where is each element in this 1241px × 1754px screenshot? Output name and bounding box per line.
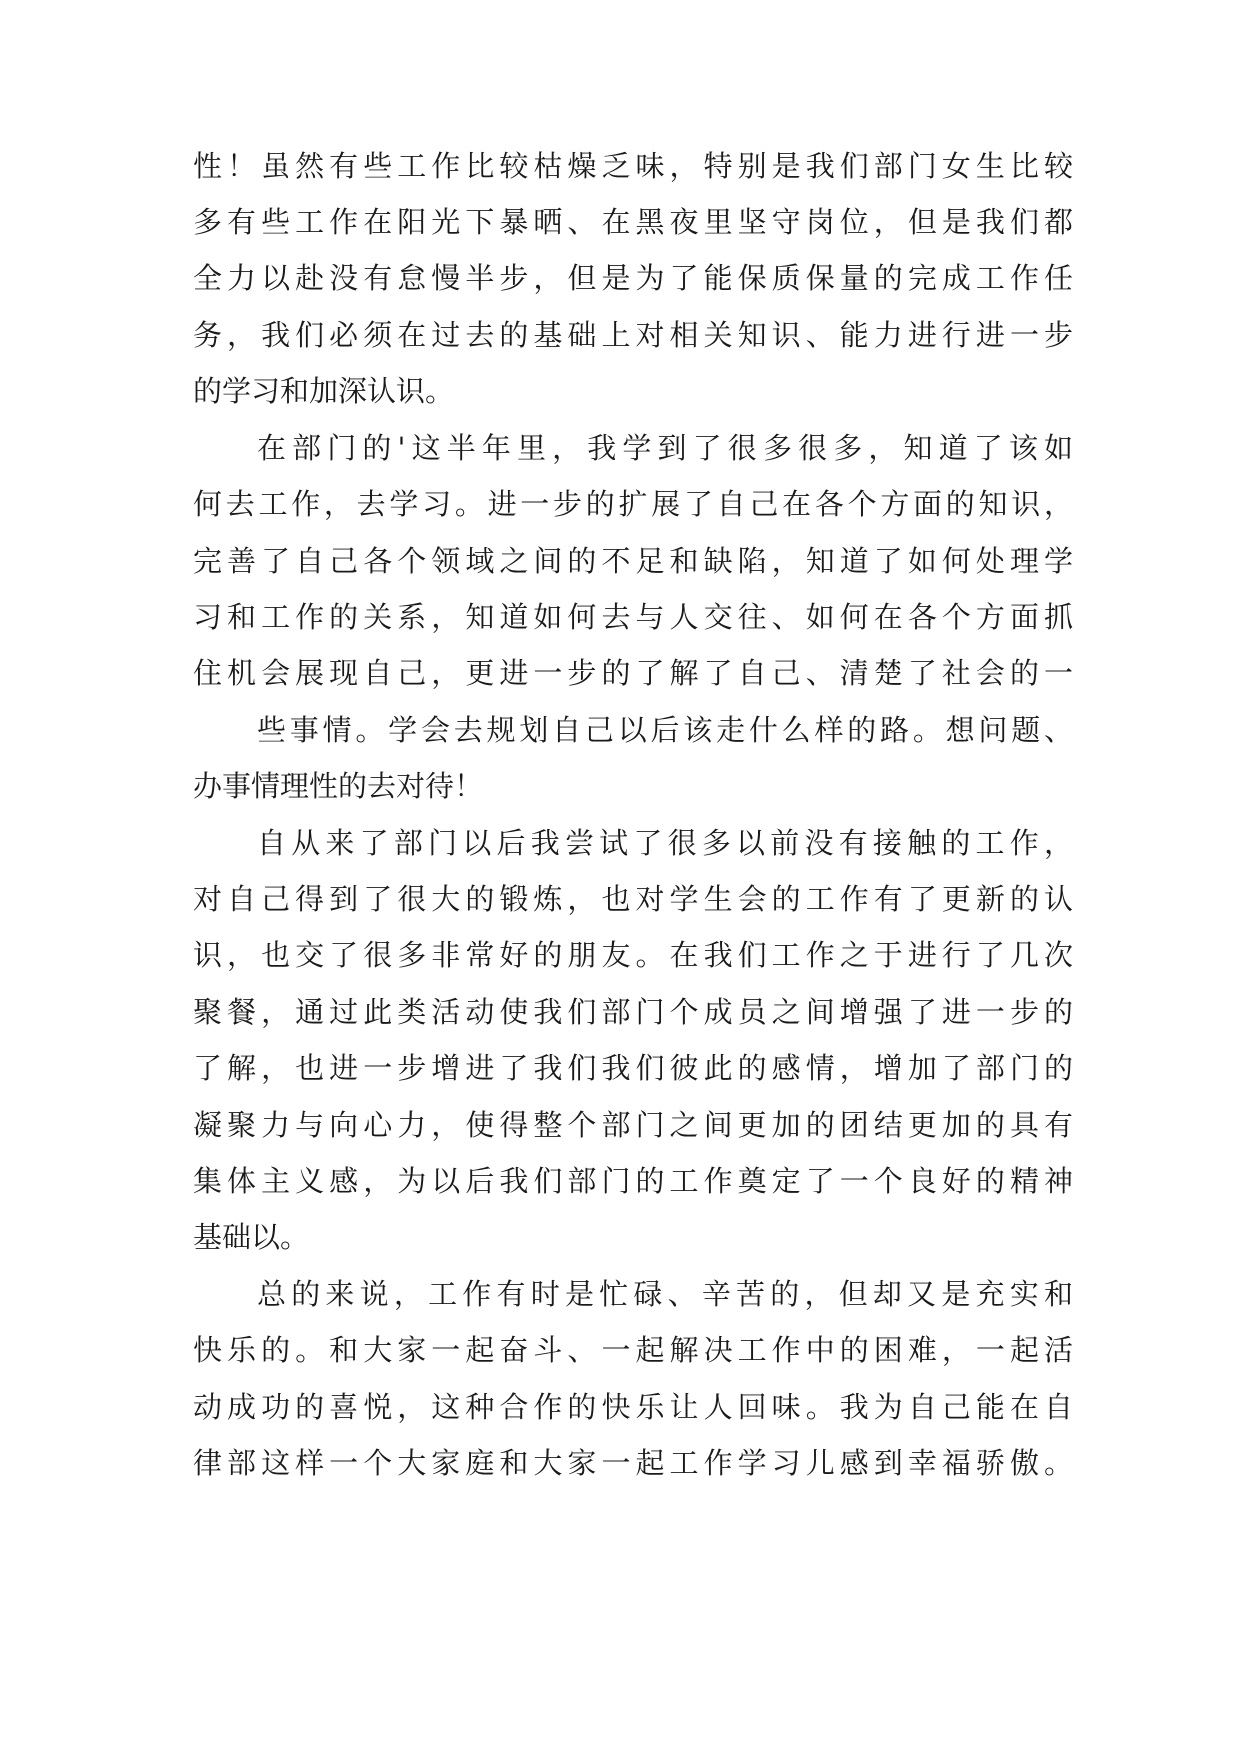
text-line: 务，我们必须在过去的基础上对相关知识、能力进行进一步 (193, 318, 1073, 352)
text-line: 基础以。 (193, 1220, 310, 1254)
text-line: 自从来了部门以后我尝试了很多以前没有接触的工作， (257, 826, 1073, 860)
text-line: 动成功的喜悦，这种合作的快乐让人回味。我为自己能在自 (193, 1390, 1073, 1424)
text-line: 集体主义感，为以后我们部门的工作奠定了一个良好的精神 (193, 1164, 1073, 1198)
text-line: 住机会展现自己，更进一步的了解了自己、清楚了社会的一 (193, 656, 1073, 690)
text-line: 快乐的。和大家一起奋斗、一起解决工作中的困难，一起活 (193, 1333, 1073, 1367)
text-line: 的学习和加深认识。 (193, 374, 455, 408)
text-line: 完善了自己各个领域之间的不足和缺陷，知道了如何处理学 (193, 544, 1073, 578)
text-line: 何去工作，去学习。进一步的扩展了自己在各个方面的知识， (193, 487, 1073, 521)
text-line: 对自己得到了很大的锻炼，也对学生会的工作有了更新的认 (193, 882, 1073, 916)
text-line: 在部门的'这半年里，我学到了很多很多，知道了该如 (257, 431, 1073, 465)
text-line: 律部这样一个大家庭和大家一起工作学习儿感到幸福骄傲。 (193, 1446, 1073, 1480)
text-line: 办事情理性的去对待！ (193, 769, 484, 803)
text-line: 些事情。学会去规划自己以后该走什么样的路。想问题、 (257, 713, 1073, 747)
text-line: 总的来说，工作有时是忙碌、辛苦的，但却又是充实和 (257, 1277, 1073, 1311)
text-line: 聚餐，通过此类活动使我们部门个成员之间增强了进一步的 (193, 995, 1073, 1029)
text-line: 了解，也进一步增进了我们我们彼此的感情，增加了部门的 (193, 1051, 1073, 1085)
text-line: 全力以赴没有怠慢半步，但是为了能保质保量的完成工作任 (193, 261, 1073, 295)
text-line: 习和工作的关系，知道如何去与人交往、如何在各个方面抓 (193, 600, 1073, 634)
text-line: 凝聚力与向心力，使得整个部门之间更加的团结更加的具有 (193, 1108, 1073, 1142)
text-line: 识，也交了很多非常好的朋友。在我们工作之于进行了几次 (193, 938, 1073, 972)
text-line: 性！虽然有些工作比较枯燥乏味，特别是我们部门女生比较 (193, 149, 1073, 183)
text-line: 多有些工作在阳光下暴晒、在黑夜里坚守岗位，但是我们都 (193, 205, 1073, 239)
